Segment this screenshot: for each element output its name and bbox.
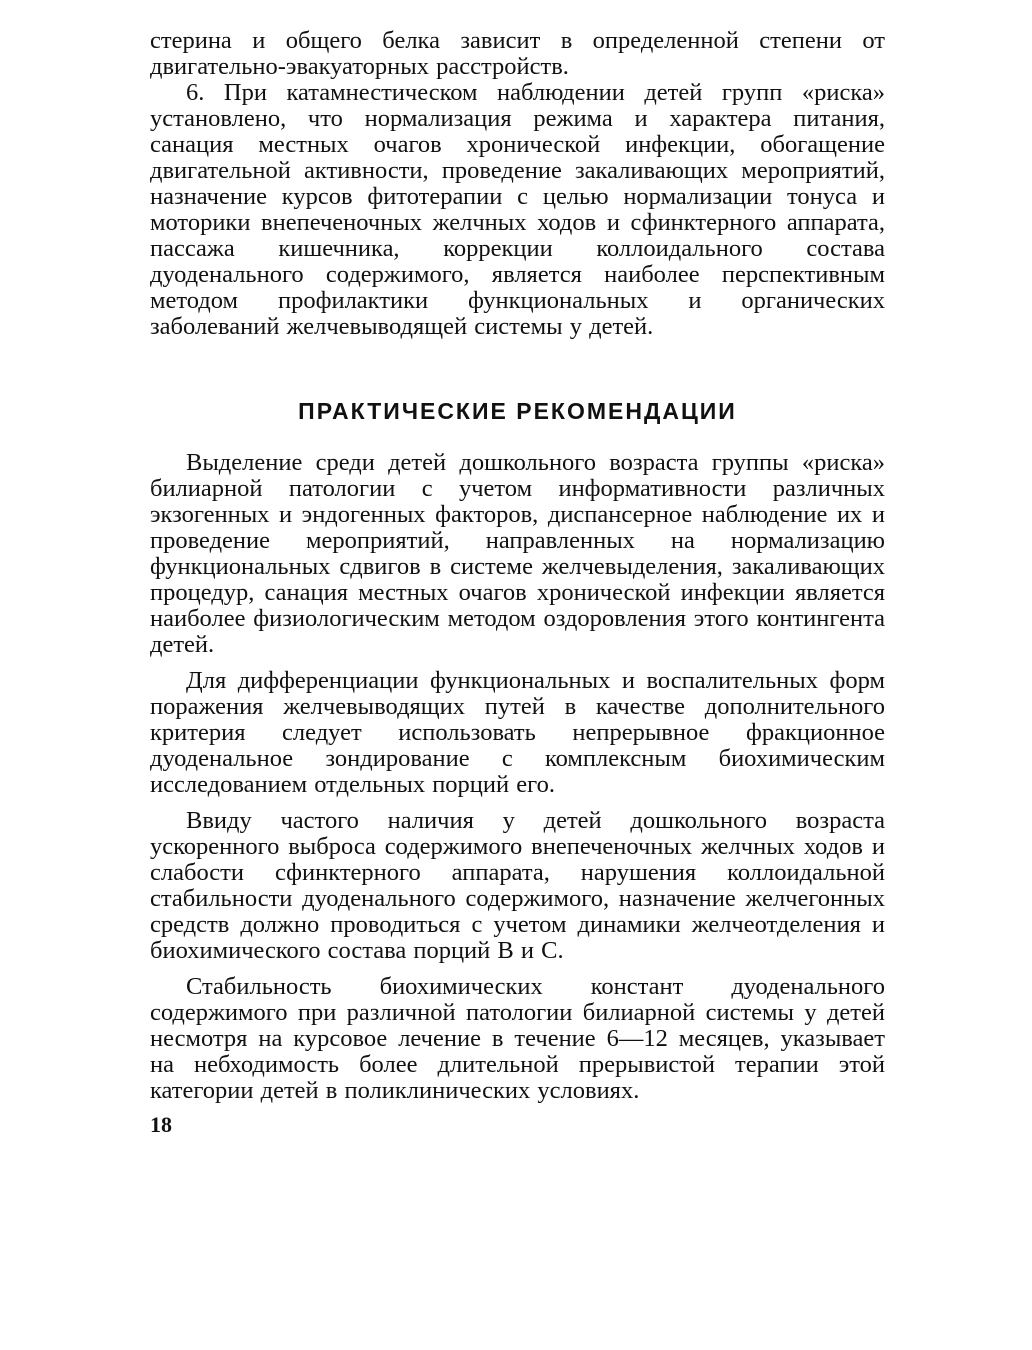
- intro-paragraph: стерина и общего белка зависит в определенной степени от двигательно-эвакуаторных расстройств.: [150, 27, 885, 80]
- recommendation-paragraph: Выделение среди детей дошкольного возраста группы «риска» билиарной патологии с учетом информативности различных экзогенных и эндогенных факторов, диспансерное наблюдение их и проведение мероприятий, направленных на нормализацию функциональных сдвигов в системе желчевыделения, закаливающих процедур, санация местных очагов хронической инфекции является наиболее физиологическим методом оздоровления этого контингента детей.: [150, 449, 885, 658]
- page-number: 18: [150, 1112, 172, 1137]
- document-page: [150, 28, 885, 1138]
- recommendation-paragraph: Ввиду частого наличия у детей дошкольного возраста ускоренного выброса содержимого внепеченочных желчных ходов и слабости сфинктерного аппарата, нарушения коллоидальной стабильности дуоденального содержимого, назначение желчегонных средств должно проводиться с учетом динамики желчеотделения и биохимического состава порций В и С.: [150, 807, 885, 964]
- recommendation-paragraph: Стабильность биохимических констант дуоденального содержимого при различной патологии билиарной системы у детей несмотря на курсовое лечение в течение 6—12 месяцев, указывает на небходимость более длительной прерывистой терапии этой категории детей в поликлинических условиях.: [150, 973, 885, 1104]
- numbered-paragraph-6: 6. При катамнестическом наблюдении детей групп «риска» установлено, что нормализация режима и характера питания, санация местных очагов хронической инфекции, обогащение двигательной активности, проведение закаливающих мероприятий, назначение курсов фитотерапии с целью нормализации тонуса и моторики внепеченочных желчных ходов и сфинктерного аппарата, пассажа кишечника, коррекции коллоидального состава дуоденального содержимого, является наиболее перспективным методом профилактики функциональных и органических заболеваний желчевыводящей системы у детей.: [150, 79, 885, 340]
- section-heading: ПРАКТИЧЕСКИЕ РЕКОМЕНДАЦИИ: [298, 398, 737, 424]
- recommendation-paragraph: Для дифференциации функциональных и воспалительных форм поражения желчевыводящих путей в качестве дополнительного критерия следует использовать непрерывное фракционное дуоденальное зондирование с комплексным биохимическим исследованием отдельных порций его.: [150, 667, 885, 798]
